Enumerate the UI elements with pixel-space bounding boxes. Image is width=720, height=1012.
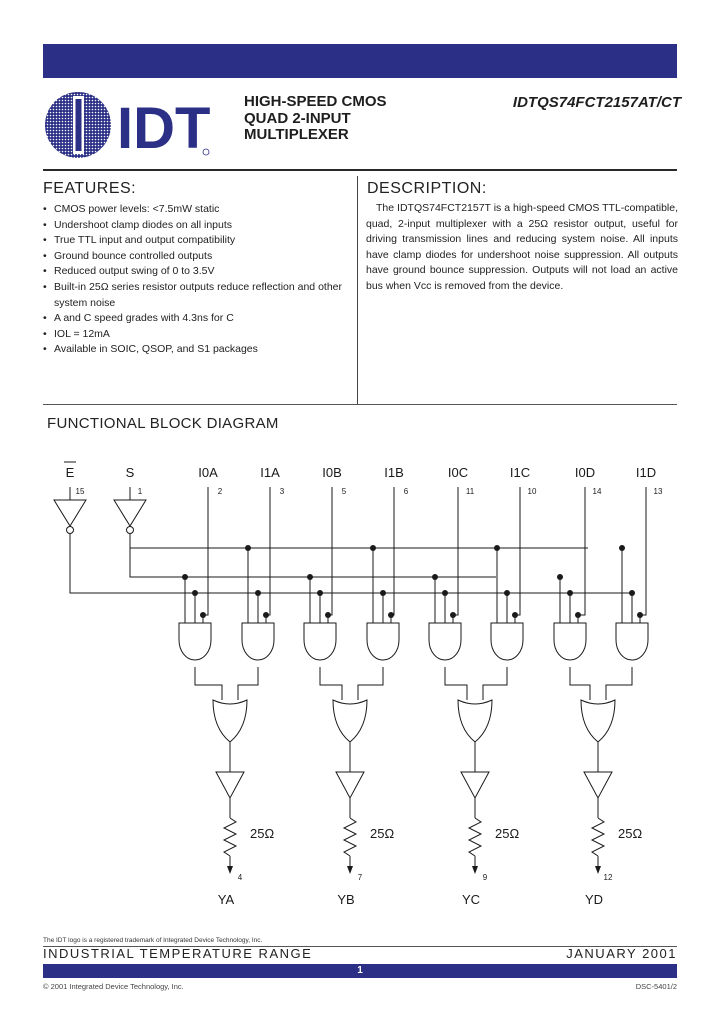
pin-number: 10 <box>527 487 537 496</box>
output-label: YA <box>217 892 235 907</box>
data-input-label: I1B <box>384 465 404 480</box>
output-arrow <box>595 866 601 874</box>
pin-number: 13 <box>653 487 663 496</box>
data-input-label: I0C <box>447 465 469 480</box>
and-gate-symbol <box>429 623 461 660</box>
resistor-value: 25Ω <box>618 826 643 841</box>
features-heading: FEATURES: <box>43 180 137 197</box>
data-input-label: I0D <box>574 465 596 480</box>
buffer-gate-symbol <box>54 500 86 526</box>
output-arrow <box>472 866 478 874</box>
and-or-wire <box>358 667 383 700</box>
block-diagram-heading: FUNCTIONAL BLOCK DIAGRAM <box>47 415 279 432</box>
pin-number: 5 <box>341 487 347 496</box>
feature-item: • Available in SOIC, QSOP, and S1 packages <box>43 342 355 358</box>
junction-dot <box>442 590 448 596</box>
part-number: IDTQS74FCT2157AT/CT <box>512 94 681 111</box>
junction-dot <box>263 612 269 618</box>
or-gate-symbol <box>333 700 367 742</box>
junction-dot <box>637 612 643 618</box>
data-input-label: I0A <box>198 465 218 480</box>
and-or-wire <box>195 667 222 700</box>
and-gate-symbol <box>367 623 399 660</box>
junction-dot <box>494 545 500 551</box>
pin-number: 11 <box>465 487 475 496</box>
control-input-label: E <box>65 465 75 480</box>
resistor-symbol <box>344 818 356 856</box>
pin-number: 4 <box>237 873 243 882</box>
control-input-label: S <box>125 465 135 480</box>
junction-dot <box>512 612 518 618</box>
junction-dot <box>450 612 456 618</box>
and-gate-symbol <box>554 623 586 660</box>
junction-dot <box>370 545 376 551</box>
publication-date: JANUARY 2001 <box>566 946 677 961</box>
and-or-wire <box>570 667 590 700</box>
feature-item: • Ground bounce controlled outputs <box>43 249 355 265</box>
buffer-gate-symbol <box>114 500 146 526</box>
select-bus-inverted <box>130 548 496 577</box>
data-wire <box>266 487 270 623</box>
and-gate-symbol <box>304 623 336 660</box>
junction-dot <box>307 574 313 580</box>
resistor-symbol <box>469 818 481 856</box>
output-label: YB <box>337 892 355 907</box>
pin-number: 3 <box>279 487 285 496</box>
pin-number: 6 <box>403 487 409 496</box>
and-gate-symbol <box>179 623 211 660</box>
junction-dot <box>619 545 625 551</box>
output-arrow <box>227 866 233 874</box>
resistor-value: 25Ω <box>370 826 395 841</box>
pin-number: 2 <box>217 487 223 496</box>
feature-item: • True TTL input and output compatibility <box>43 233 355 249</box>
junction-dot <box>182 574 188 580</box>
junction-dot <box>200 612 206 618</box>
output-label: YC <box>461 892 481 907</box>
pin-number: 14 <box>592 487 602 496</box>
data-wire <box>578 487 585 623</box>
junction-dot <box>629 590 635 596</box>
data-input-label: I1D <box>635 465 657 480</box>
data-wire <box>453 487 458 623</box>
pin-number: 15 <box>75 487 85 496</box>
junction-dot <box>192 590 198 596</box>
or-gate-symbol <box>458 700 492 742</box>
junction-dot <box>557 574 563 580</box>
feature-item: • A and C speed grades with 4.3ns for C <box>43 311 355 327</box>
and-or-wire <box>445 667 467 700</box>
data-wire <box>203 487 208 623</box>
feature-item: • Built-in 25Ω series resistor outputs reduce reflection and other system noise <box>43 280 355 311</box>
or-gate-symbol <box>213 700 247 742</box>
data-input-label: I0B <box>322 465 342 480</box>
data-wire <box>328 487 332 623</box>
output-buffer-symbol <box>584 772 612 798</box>
and-gate-symbol <box>616 623 648 660</box>
data-input-label: I1C <box>509 465 531 480</box>
page-number: 1 <box>357 965 363 976</box>
output-arrow <box>347 866 353 874</box>
junction-dot <box>325 612 331 618</box>
trademark-note: The IDT logo is a registered trademark of Integrated Device Technology, Inc. <box>43 937 263 944</box>
description-heading: DESCRIPTION: <box>367 180 487 197</box>
output-buffer-symbol <box>216 772 244 798</box>
resistor-value: 25Ω <box>495 826 520 841</box>
data-wire <box>515 487 520 623</box>
logo-wordmark: IDT <box>117 96 211 160</box>
resistor-symbol <box>592 818 604 856</box>
feature-item: • IOL = 12mA <box>43 327 355 343</box>
feature-item: • CMOS power levels: <7.5mW static <box>43 202 355 218</box>
pin-number: 9 <box>482 873 488 882</box>
title-line-1: HIGH-SPEED CMOS <box>244 93 387 110</box>
pin-number: 1 <box>137 487 143 496</box>
junction-dot <box>575 612 581 618</box>
data-wire <box>640 487 646 623</box>
and-gate-symbol <box>242 623 274 660</box>
inverter-bubble <box>67 527 74 534</box>
data-input-label: I1A <box>260 465 280 480</box>
and-or-wire <box>483 667 507 700</box>
and-or-wire <box>238 667 258 700</box>
title-line-2: QUAD 2-INPUT <box>244 109 351 127</box>
inverter-bubble <box>127 527 134 534</box>
junction-dot <box>317 590 323 596</box>
junction-dot <box>255 590 261 596</box>
junction-dot <box>432 574 438 580</box>
pin-number: 12 <box>603 873 613 882</box>
output-label: YD <box>584 892 604 907</box>
output-buffer-symbol <box>336 772 364 798</box>
document-number: DSC-5401/2 <box>635 982 677 991</box>
junction-dot <box>567 590 573 596</box>
title-line-3: MULTIPLEXER <box>244 126 349 143</box>
feature-item: • Undershoot clamp diodes on all inputs <box>43 218 355 234</box>
resistor-value: 25Ω <box>250 826 275 841</box>
output-buffer-symbol <box>461 772 489 798</box>
or-gate-symbol <box>581 700 615 742</box>
and-or-wire <box>606 667 632 700</box>
select-bus <box>130 534 588 548</box>
description-text: The IDTQS74FCT2157T is a high-speed CMOS TTL-compatible, quad, 2-input multiplexer with a 25Ω resistor output, useful for driving transmission lines and reducing system noise. All inputs have clamp diodes for undershoot noise suppression. All outputs have ground bounce suppression. Outputs will not load an active bus when Vcc is removed from the device. <box>366 202 678 292</box>
temperature-range: INDUSTRIAL TEMPERATURE RANGE <box>43 946 313 961</box>
pin-number: 7 <box>357 873 363 882</box>
copyright: © 2001 Integrated Device Technology, Inc. <box>43 982 184 991</box>
enable-bus <box>70 534 630 593</box>
feature-item: • Reduced output swing of 0 to 3.5V <box>43 264 355 280</box>
junction-dot <box>245 545 251 551</box>
junction-dot <box>504 590 510 596</box>
and-or-wire <box>320 667 342 700</box>
junction-dot <box>388 612 394 618</box>
junction-dot <box>380 590 386 596</box>
data-wire <box>391 487 394 623</box>
resistor-symbol <box>224 818 236 856</box>
and-gate-symbol <box>491 623 523 660</box>
